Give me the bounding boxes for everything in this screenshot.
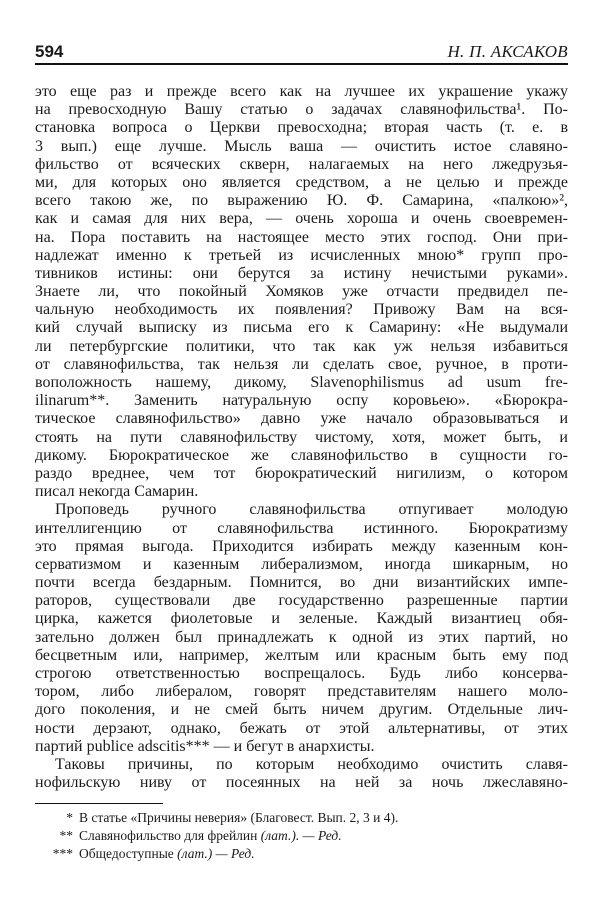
text-line: всего такою же, по выражению Ю. Ф. Самарина, «палкою»², (35, 192, 568, 210)
footnote-rule (35, 803, 163, 804)
text-line: нофильскую ниву от посеянных на ней за ночь лжеславяно- (35, 774, 568, 792)
text-line: воположность нашему, дикому, Slavenophilismus ad usum fre- (35, 374, 568, 391)
text-line: чальную необходимость их появления? Привожу Вам на вся- (35, 301, 568, 319)
header-rule (35, 63, 568, 65)
text-line: на превосходную Вашу статью о задачах славянофильства¹. По- (35, 101, 568, 119)
text-line: зательно должен был принадлежать к одной из этих партий, но (35, 628, 568, 646)
text-line: партий publice adscitis*** — и бегут в анархисты. (35, 737, 375, 755)
text-line: надлежат именно к третьей из исчисленных мною* групп про- (35, 246, 568, 264)
footnote (35, 845, 398, 863)
text-line: интеллигенцию от славянофильства истинного. Бюрократизму (35, 519, 568, 537)
text-line: Таковы причины, по которым необходимо очистить славя- (55, 755, 568, 773)
text-line: раторов, существовали две государственно разрешенные партии (35, 592, 568, 610)
text-line: цирка, кажется фиолетовые и зеленые. Каждый византиец обя- (35, 610, 568, 628)
main-text (35, 83, 568, 792)
text-line: почти всегда бездарным. Помнится, во дни византийских импе- (35, 574, 568, 592)
text-line: строгою ответственностью воспрещалось. Будь либо консерва- (35, 665, 568, 682)
footnotes (35, 809, 398, 863)
text-line: фильство от всяческих скверн, налагаемых на него лжедрузья- (35, 155, 568, 173)
text-line: ности дерзают, однако, бежать от этой альтернативы, от этих (35, 719, 568, 737)
text-line: становка вопроса о Церкви превосходна; вторая часть (т. е. в (35, 119, 568, 137)
footnote-editor-note: (лат.). — Ред. (260, 828, 342, 843)
text-line: тическое славянофильство» давно уже начало образовываться и (35, 410, 568, 428)
footnote-mark: * (66, 810, 73, 825)
text-line: тивников истины: они берутся за истину нечистыми руками». (35, 264, 568, 282)
text-line: это прямая выгода. Приходится избирать между казенным кон- (35, 537, 568, 555)
text-line: Знаете ли, что покойный Хомяков уже отчасти предвидел пе- (35, 283, 568, 301)
text-line: 3 вып.) еще лучше. Мысль ваша — очистить истое славяно- (35, 137, 568, 155)
text-line: на. Пора поставить на настоящее место этих господ. Они при- (35, 228, 568, 246)
text-line: как и самая для них вера, — очень хороша и очень своевремен- (35, 210, 568, 228)
text-line: раздо вреднее, чем тот бюрократический нигилизм, о котором (35, 464, 568, 482)
text-line: тором, либо либералом, говорят представителям нашего моло- (35, 683, 568, 701)
footnote-text: В статье «Причины неверия» (Благовест. Вып. 2, 3 и 4). (79, 810, 399, 825)
running-header (35, 36, 568, 62)
text-line: стоять на пути славянофильству чистому, хотя, может быть, и (35, 428, 568, 446)
text-line: дикому. Бюрократическое же славянофильство в сущности го- (35, 446, 568, 464)
text-line: кий случай выписку из письма его к Самарину: «Не выдумали (35, 319, 568, 337)
text-line: ли петербургские политики, что так как уж нельзя избавиться (35, 337, 568, 355)
text-line: дого поколения, и не смей быть ничем другим. Отдельные лич- (35, 701, 568, 719)
footnote-mark: *** (52, 846, 73, 861)
text-line: бесцветным или, например, желтым или красным быть ему под (35, 646, 568, 664)
text-line: писал некогда Самарин. (35, 483, 199, 501)
text-line: ми, для которых оно является средством, а не целью и прежде (35, 173, 568, 191)
text-line: Проповедь ручного славянофильства отпугивает молодую (55, 501, 568, 519)
footnote (35, 809, 398, 827)
page-number: 594 (35, 42, 64, 61)
text-line: от славянофильства, так нельзя ли сделать свое, ручное, в проти- (35, 355, 568, 373)
footnote-mark: ** (59, 828, 73, 843)
footnote-text: Общедоступные (79, 846, 178, 861)
running-title: Н. П. АКСАКОВ (447, 42, 568, 61)
footnote-text: Славянофильство для фрейлин (79, 828, 261, 843)
text-line: серватизмом и казенным либерализмом, иногда шикарным, но (35, 555, 568, 573)
text-line: это еще раз и прежде всего как на лучшее их украшение укажу (35, 83, 568, 100)
footnote (35, 827, 398, 845)
text-line: ilinarum**. Заменить натуральную оспу коровьею». «Бюрокра- (35, 392, 568, 410)
footnote-editor-note: (лат.) — Ред. (177, 846, 255, 861)
